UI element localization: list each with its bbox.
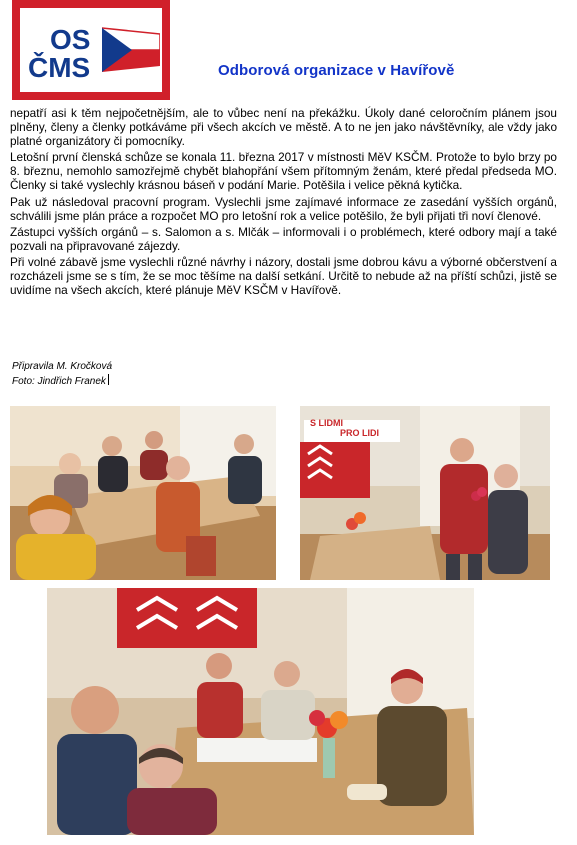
banner-line-2: PRO LIDI	[340, 428, 380, 438]
article-body	[10, 106, 557, 299]
czech-flag-icon	[102, 14, 160, 84]
logo-panel	[20, 8, 162, 92]
paragraph: Pak už následoval pracovní program. Vyslechli jsme zajímavé informace ze zasedání vyšších orgánů, schválili jsme plán práce a rozpočet MO pro letošní rok a velice potěšilo, že byli přijati tři noví členové.	[10, 194, 557, 223]
logo-text-cms: ČMS	[28, 52, 91, 83]
photo-congratulation	[300, 406, 550, 580]
text-cursor	[108, 374, 109, 385]
page-title: Odborová organizace v Havířově	[218, 62, 455, 79]
photo-credit: Foto: Jindřich Franek	[12, 376, 106, 387]
banner-text	[310, 418, 379, 438]
paragraph: nepatří asi k těm nejpočetnějším, ale to vůbec není na překážku. Úkoly dané celoročním plánem jsou plněny, členy a členky potkáváme při všech akcích ve městě. A to ne jen jako návštěvníky, ale vždy jako platné organizátory či pomocníky.	[10, 106, 557, 149]
paragraph: Zástupci vyšších orgánů – s. Salomon a s. Mlčák – informovali i o problémech, které odbory mají a také pozvali na připravované zájezdy.	[10, 224, 557, 253]
photo-members-discussion	[47, 588, 474, 835]
banner-line-1: S LIDMI	[310, 418, 343, 428]
paragraph: Letošní první členská schůze se konala 11. března 2017 v místnosti MěV KSČM. Protože to bylo brzy po 8. březnu, nemohlo samozřejmě chybět blahopřání všem přítomným ženám, které předal předseda MO. Členky si také vyslechly krásnou báseň v podání Marie. Potěšila i velice pěkná kytička.	[10, 150, 557, 193]
photo-meeting-table	[10, 406, 276, 580]
paragraph: Při volné zábavě jsme vyslechli různé návrhy i názory, dostali jsme dobrou kávu a výborné občerstvení a rozcházeli jsme se s tím, že se moc těšíme na další setkání. Určitě to nebude až na příští schůzi, jistě se uvidíme na všech akcích, které plánuje MěV KSČM v Havířově.	[10, 254, 557, 298]
oscms-logo	[12, 0, 170, 100]
photo-credit-line	[12, 374, 112, 389]
author-credit: Připravila M. Kročková	[12, 361, 113, 372]
logo-text-os: OS	[50, 24, 91, 55]
credits	[12, 360, 112, 389]
